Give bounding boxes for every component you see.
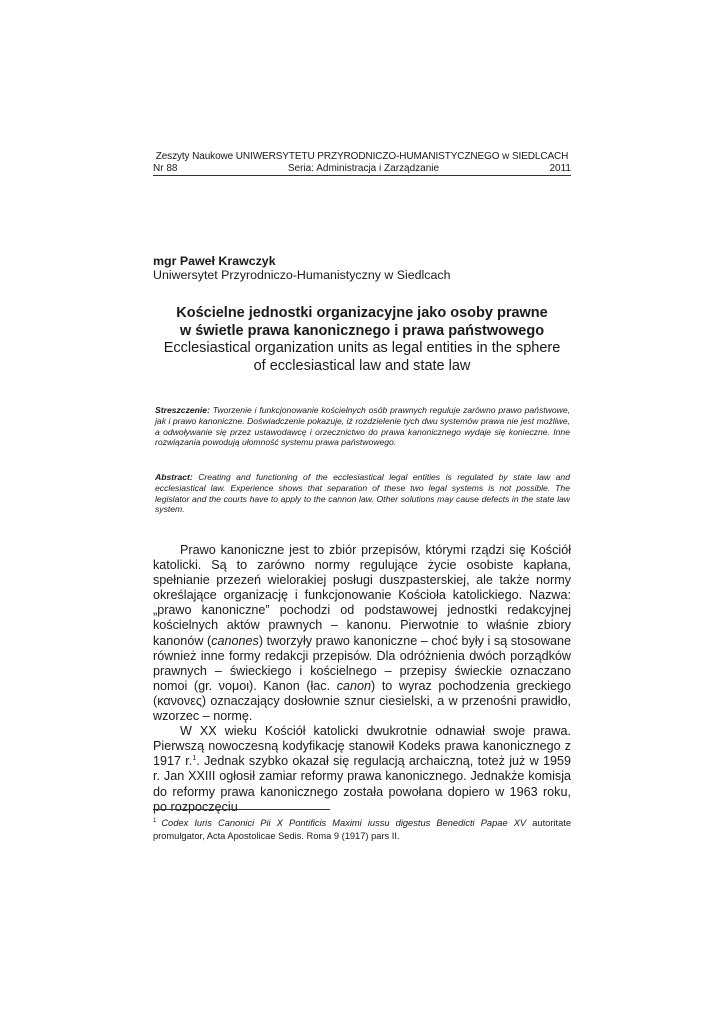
- p1-canones: canones: [211, 633, 259, 648]
- streszczenie-block: [155, 405, 570, 448]
- title-polish-line2: w świetle prawa kanonicznego i prawa państwowego: [179, 322, 545, 339]
- author-name: mgr Paweł Krawczyk: [153, 254, 276, 268]
- issue-number: Nr 88: [153, 163, 178, 174]
- abstract-block: [155, 472, 570, 515]
- title-polish: [120, 305, 604, 340]
- streszczenie-text: Tworzenie i funkcjonowanie kościelnych osób prawnych reguluje zarówno prawo państwowe, jak i prawo kanoniczne. Doświadczenie pokazuje, iż rozdzielenie tych dwu systemów prawa nie jest możliwe, a odwoływanie się przez ustawodawcę i orzecznictwo do prawa kanonicznego wydaje się konieczne. Inne rozwiązania powodują ułomność systemu prawa państwowego.: [155, 405, 570, 448]
- p2-text-b: . Jednak szybko okazał się regulacją archaiczną, toteż już w 1959 r. Jan XXIII ogłosił zamiar reformy prawa kanonicznego. Jednakże komisja do reformy prawa kanonicznego została powołana dopiero w 1963 roku, po rozpoczęciu: [153, 754, 571, 814]
- issue-year: 2011: [549, 163, 571, 174]
- paragraph-1: [153, 543, 571, 724]
- journal-header: Zeszyty Naukowe UNIWERSYTETU PRZYRODNICZO-HUMANISTYCZNEGO w SIEDLCACH: [155, 151, 569, 162]
- footnote-italic: Codex Iuris Canonici Pii X Pontificis Maximi iussu digestus Benedicti Papae XV: [161, 818, 527, 828]
- abstract-label: Abstract:: [155, 472, 193, 482]
- footnote-mark: 1: [153, 818, 157, 824]
- header-line: [153, 163, 571, 176]
- footnote-ref[interactable]: 1: [192, 755, 197, 763]
- p1-text-b: ) tworzyły prawo kanoniczne – choć były i są stosowane również inne formy redakcji przepisów. Dla odróżnienia dwóch porządków prawnych – świeckiego i kościelnego – przepisy świeckie oznaczano nomoi (gr. νομοι). Kanon (łac.: [153, 633, 571, 693]
- paragraph-2: [153, 724, 571, 815]
- title-english: [120, 340, 604, 375]
- title-english-line2: of ecclesiastical law and state law: [253, 357, 471, 374]
- series-name: Seria: Administracja i Zarządzanie: [287, 163, 440, 174]
- footnote: [153, 815, 571, 842]
- author-affiliation: Uniwersytet Przyrodniczo-Humanistyczny w Siedlcach: [153, 268, 451, 282]
- p1-canon: canon: [336, 678, 372, 693]
- footnote-divider: [153, 809, 330, 810]
- p1-text-a: Prawo kanoniczne jest to zbiór przepisów, którymi rządzi się Kościół katolicki. Są to zarówno normy regulujące życie osobiste kapłana, spełnianie przezeń wielorakiej posługi duszpasterskiej, ale także normy określające organizację i funkcjonowanie Kościoła katolickiego. Nazwa: „prawo kanoniczne” pochodzi od podstawowej jednostki redakcyjnej kościelnych aktów prawnych – kanonu. Pierwotnie to właśnie zbiory kanonów (: [153, 543, 571, 648]
- title-english-line1: Ecclesiastical organization units as legal entities in the sphere: [163, 340, 561, 356]
- footnote-text: autoritate promulgator, Acta Apostolicae Sedis. Roma 9 (1917) pars II.: [153, 818, 571, 841]
- streszczenie-label: Streszczenie:: [155, 405, 210, 415]
- p2-text-a: W XX wieku Kościół katolicki dwukrotnie odnawiał swoje prawa. Pierwszą nowoczesną kodyfikację stanowił Kodeks prawa kanonicznego z 1917 r.: [153, 724, 571, 769]
- abstract-text: Creating and functioning of the ecclesiastical legal entities is regulated by state law and ecclesiastical law. Experience shows that separation of these two legal systems is not possible. The legislator and the courts have to apply to the cannon law. Other solutions may cause defects in the state law system.: [155, 472, 570, 515]
- body-text: [153, 543, 571, 815]
- p1-text-c: ) to wyraz pochodzenia greckiego (κανονες) oznaczający dosłownie sznur ciesielski, a w przenośni prawidło, wzorzec – normę.: [153, 678, 571, 724]
- title-polish-line1: Kościelne jednostki organizacyjne jako osoby prawne: [176, 305, 548, 321]
